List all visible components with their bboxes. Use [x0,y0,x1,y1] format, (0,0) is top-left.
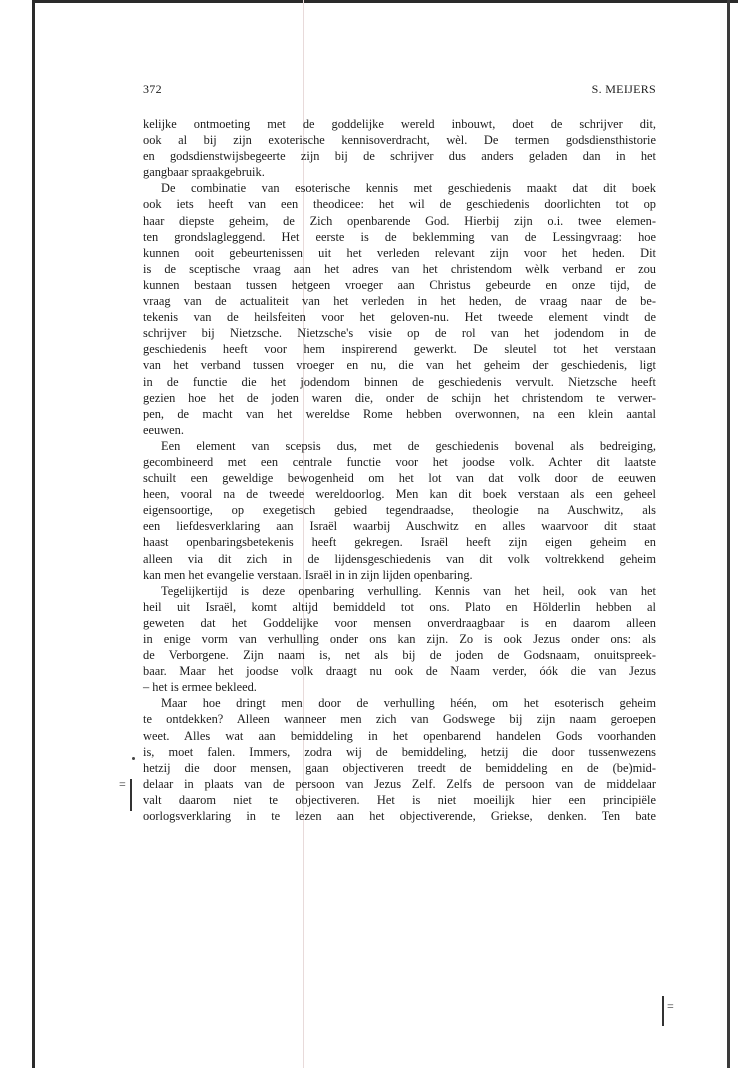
scan-border-right [727,0,730,1068]
text-line: valt daarom niet te objectiveren. Het is niet moeilijk hier een principiële [143,792,656,807]
text-line: baar. Maar het joodse volk draagt nu ook de Naam verder, óók die van Jezus [143,664,656,679]
text-line: vraag van de actualiteit van het verleden in het heden, de vraag naar de be- [143,294,656,309]
text-line: delaar in plaats van de persoon van Jezus Zelf. Zelfs de persoon van de middelaar [143,776,656,791]
text-line: kan men het evangelie verstaan. Israël in in zijn lijden openbaring. [143,567,473,582]
text-line: te ontdekken? Alleen wanneer men zich van Godswege bij zijn naam geroepen [143,712,656,727]
text-line: weet. Alles wat aan bemiddeling in het openbarend handelen Gods voorhanden [143,728,656,743]
text-line: haar diepste geheim, de Zich openbarende God. Hierbij zijn o.i. twee elemen- [143,213,656,228]
scan-border-left [32,0,35,1068]
text-line: haast openbaringsbetekenis heeft gekregen. Israël heeft zijn eigen geheim en [143,535,656,550]
text-line: eeuwen. [143,422,184,437]
text-line: schuilt een geweldige bewogenheid om het lot van dat volk door de eeuwen [143,471,656,486]
text-line: Maar hoe dringt men door de verhulling héén, om het esoterisch geheim [161,696,656,711]
running-head: S. MEIJERS [591,82,656,96]
text-line: is de sceptische vraag aan het adres van het christendom wèlk verband er zou [143,261,656,276]
text-line: gecombineerd met een centrale functie voor het joodse volk. Achter dit laatste [143,454,656,469]
margin-annotation-right: = [667,999,674,1013]
page-number: 372 [143,82,162,96]
body-text [143,116,656,824]
text-line: ook al bij zijn exoterische kennisoverdracht, wèl. De termen godsdiensthistorie [143,133,656,148]
scan-border-top [32,0,738,3]
text-line: eigensoortige, op exegetisch gebied tegendraadse, theologie na Auschwitz, als [143,503,656,518]
text-line: alleen via dit zich in de lijdensgeschiedenis van dit volk voltrekkend geheim [143,551,656,566]
text-line: en godsdienstwijsbegeerte zijn bij de schrijver dus anders geladen dan in het [143,149,656,164]
text-line: ten grondslagleggend. Het eerste is de beklemming van de Lessingvraag: hoe [143,229,656,244]
margin-dot [132,757,135,760]
margin-annotation-left: = [119,777,126,791]
text-line: oorlogsverklaring in te lezen aan het objectiverende, Griekse, denken. Ten bate [143,809,656,824]
running-header [143,82,656,97]
text-line: Tegelijkertijd is deze openbaring verhulling. Kennis van het heil, ook van het [161,583,656,598]
text-line: tekenis van de heilsfeiten voor het geloven-nu. Het tweede element vindt de [143,310,656,325]
text-line: ook iets heeft van een theodicee: het wil de geschiedenis doorlichten tot op [143,197,656,212]
text-line: een liefdesverklaring aan Israël waarbij Auschwitz en alles waarvoor dit staat [143,519,656,534]
text-line: van het verband tussen vroeger en nu, die van het geheim der geschiedenis, ligt [143,358,656,373]
text-line: pen, de macht van het wereldse Rome hebben overwonnen, na een klein aantal [143,406,656,421]
text-line: kunnen bestaan tussen hetgeen vroeger aan Christus gebeurde en onze tijd, de [143,277,656,292]
text-line: kunnen ooit gebeurtenissen uit het verleden relevant zijn voor het heden. Dit [143,245,656,260]
text-line: schrijver bij Nietzsche. Nietzsche's visie op de rol van het jodendom in de [143,326,656,341]
text-line: Een element van scepsis dus, met de geschiedenis bovenal als bedreiging, [161,438,656,453]
text-line: kelijke ontmoeting met de goddelijke wereld inbouwt, doet de schrijver dit, [143,117,656,131]
text-line: in enige vorm van verhulling onder ons kan zijn. Zo is ook Jezus onder ons: als [143,632,656,646]
text-line: De combinatie van esoterische kennis met geschiedenis maakt dat dit boek [161,181,656,196]
text-line: hetzij die door mensen, gaan objectiveren treedt de bemiddeling en de (be)mid- [143,760,656,775]
margin-bar-right [662,996,664,1026]
text-line: heil uit Israël, komt altijd bemiddeld tot ons. Plato en Hölderlin hebben al [143,599,656,614]
text-line: is, moet falen. Immers, zodra wij de bemiddeling, hetzij die door tussenwezens [143,744,656,759]
text-line: de Verborgene. Zijn naam is, net als bij de joden de Godsnaam, onuitspreek- [143,648,656,663]
text-line: geweten dat het Goddelijke voor mensen onverdraagbaar is en daarom alleen [143,615,656,630]
text-line: geschiedenis heeft voor hem inspirerend gewerkt. De sleutel tot het verstaan [143,342,656,357]
text-line: in de functie die het jodendom binnen de geschiedenis vervult. Nietzsche heeft [143,374,656,389]
text-line: – het is ermee bekleed. [143,680,257,695]
margin-bar-left [130,779,132,811]
text-line: gezien hoe het de joden waren die, onder de schijn het christendom te verwer- [143,390,656,405]
text-line: heen, vooral na de tweede wereldoorlog. Men kan dit boek verstaan als een geheel [143,487,656,502]
text-line: gangbaar spraakgebruik. [143,165,265,180]
